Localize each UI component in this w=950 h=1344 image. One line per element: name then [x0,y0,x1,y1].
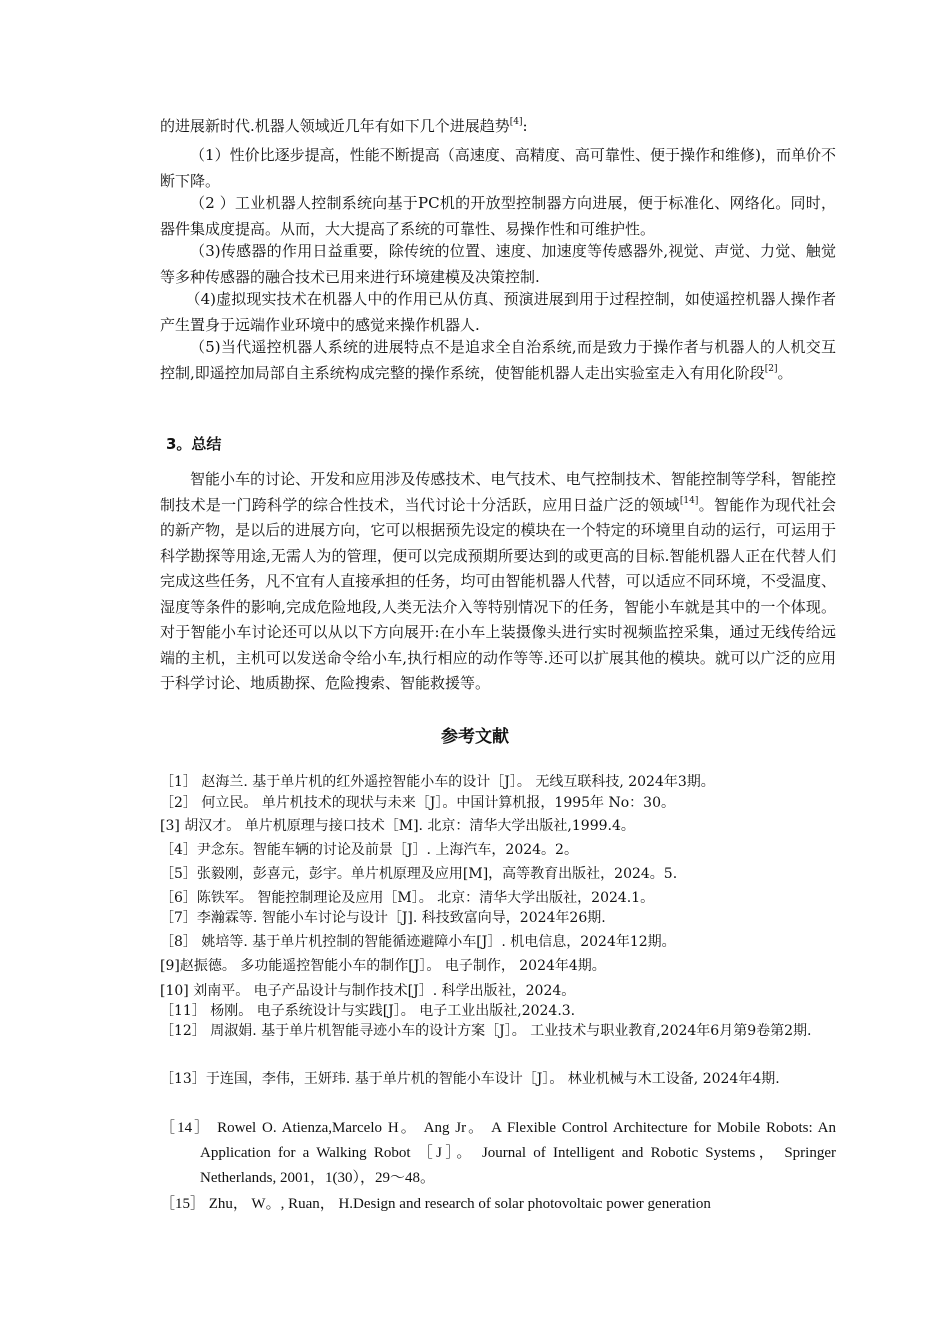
reference-number: ［13］ [160,1071,206,1087]
reference-text: 何立民。 单片机技术的现状与未来［J］。中国计算机报，1995年 No：30。 [201,795,675,811]
reference-item [160,815,836,838]
reference-text: 尹念东。智能车辆的讨论及前景［J］. 上海汽车，2024。2。 [196,842,578,858]
reference-number: [10] [160,983,194,999]
trend-item-5-tail: 。 [777,363,793,382]
reference-number: ［11］ [160,1003,211,1019]
reference-text: 赵振德。 多功能遥控智能小车的制作[J］。 电子制作， 2024年4期。 [179,958,606,974]
trend-item-1: （1）性价比逐步提高，性能不断提高（高速度、高精度、高可靠性、便于操作和维修)，而单价不断下降。 [160,146,836,190]
summary-text-b: 。智能作为现代社会的新产物，是以后的进展方向，它可以根据预先设定的模块在一个特定的环境里自动的运行，可运用于科学勘探等用途,无需人为的管理，便可以完成预期所要达到的或更高的目标.智能机器人正在代替人们完成这些任务，凡不宜有人直接承担的任务，均可由智能机器人代替，可以适应不同环境，不受温度、湿度等条件的影响,完成危险地段,人类无法介入等特别情况下的任务，智能小车就是其中的一个体现。对于智能小车讨论还可以从以下方向展开:在小车上装摄像头进行实时视频监控采集，通过无线传给远端的主机，主机可以发送命令给小车,执行相应的动作等等.还可以扩展其他的模块。就可以广泛的应用于科学讨论、地质勘探、危险搜索、智能救援等。 [160,495,836,692]
reference-number: ［8］ [160,934,202,950]
reference-number: ［6］ [160,890,197,906]
section-heading: 3。总结 [166,435,222,453]
reference-text: 胡汉才。 单片机原理与接口技术［M]. 北京：清华大学出版社,1999.4。 [184,818,635,834]
reference-item [160,907,836,930]
reference-item [160,955,836,978]
reference-text [160,1020,836,1043]
reference-item [160,1020,836,1043]
intro-paragraph [160,114,836,140]
reference-item [160,863,836,886]
citation-4: [4] [509,117,523,127]
reference-item [160,1116,836,1191]
reference-item [160,771,836,794]
reference-text [160,1116,836,1191]
reference-text: 刘南平。 电子产品设计与制作技术[J］. 科学出版社，2024。 [193,983,576,999]
reference-text: 杨刚。 电子系统设计与实践[J］。 电子工业出版社,2024.3. [210,1003,576,1019]
reference-item [160,1068,836,1091]
trend-item-3: （3)传感器的作用日益重要，除传统的位置、速度、加速度等传感器外,视觉、声觉、力觉、触觉等多种传感器的融合技术已用来进行环境建模及决策控制. [160,242,836,286]
trend-item-4: （4)虚拟现实技术在机器人中的作用已从仿真、预演进展到用于过程控制，如使遥控机器人操作者产生置身于远端作业环境中的感觉来操作机器人. [160,290,836,334]
reference-number: ［4］ [160,842,197,858]
intro-text: 的进展新时代.机器人领域近几年有如下几个进展趋势 [160,117,510,135]
reference-number: ［12］ [160,1023,211,1039]
reference-number: ［7］ [160,910,197,926]
citation-2: [2] [764,363,778,374]
reference-number: [9] [160,958,180,974]
reference-number: ［14］ [160,1120,218,1136]
summary-paragraph [160,467,836,697]
reference-text: 李瀚霖等. 智能小车讨论与设计［J]. 科技致富向导，2024年26期. [196,910,606,926]
trend-item-2: （2 ）工业机器人控制系统向基于PC机的开放型控制器方向进展，便于标准化、网络化。同时，器件集成度提高。从而，大大提高了系统的可靠性、易操作性和可维护性。 [160,194,836,238]
reference-text: 姚培等. 基于单片机控制的智能循迹避障小车[J］. 机电信息，2024年12期。 [201,934,676,950]
citation-14: [14] [679,495,699,506]
reference-text: 陈铁军。 智能控制理论及应用［M］。 北京：清华大学出版社，2024.1。 [196,890,655,906]
reference-text-body: 周淑娟. 基于单片机智能寻迹小车的设计方案［J］。 工业技术与职业教育,2024年6月第9卷第2期. [210,1023,812,1039]
reference-text-body: 于连国，李伟，王妍玮. 基于单片机的智能小车设计［J］。 林业机械与木工设备, 2024年4期. [205,1071,780,1087]
reference-item [160,1192,836,1217]
reference-number: ［1］ [160,774,202,790]
reference-text [160,1068,836,1091]
summary-text-a: 智能小车的讨论、开发和应用涉及传感技术、电气技术、电气控制技术、智能控制等学科，智能控制技术是一门跨科学的综合性技术，当代讨论十分活跃，应用日益广泛的领域 [160,470,836,514]
reference-number: ［15］ [160,1196,209,1212]
reference-number: ［2］ [160,795,202,811]
intro-tail: : [522,117,528,135]
reference-text-body: Rowel O. Atienza,Marcelo H。 Ang Jr。 A Flexible Control Architecture for Mobile Robots: An Application for a Walking Robot ［J］。 Journal of Intelligent and Robotic Systems， Springer Netherlands, 2001，1(30），29～48。 [200,1120,836,1186]
reference-number: ［5］ [160,866,197,882]
reference-item [160,839,836,862]
reference-text: 赵海兰. 基于单片机的红外遥控智能小车的设计［J］。 无线互联科技, 2024年3期。 [201,774,715,790]
reference-item [160,792,836,815]
reference-number: [3] [160,818,185,834]
reference-text-body: Zhu， W。, Ruan， H.Design and research of solar photovoltaic power generation [208,1196,711,1212]
reference-text [160,1192,836,1217]
reference-item [160,931,836,954]
trend-item-5-text: （5)当代遥控机器人系统的进展特点不是追求全自治系统,而是致力于操作者与机器人的人机交互控制,即遥控加局部自主系统构成完整的操作系统，使智能机器人走出实验室走入有用化阶段 [160,338,836,382]
trend-item-5 [160,335,836,386]
reference-text: 张毅刚，彭喜元，彭宇。单片机原理及应用[M]，高等教育出版社，2024。5. [196,866,678,882]
references-title: 参考文献 [441,727,509,747]
